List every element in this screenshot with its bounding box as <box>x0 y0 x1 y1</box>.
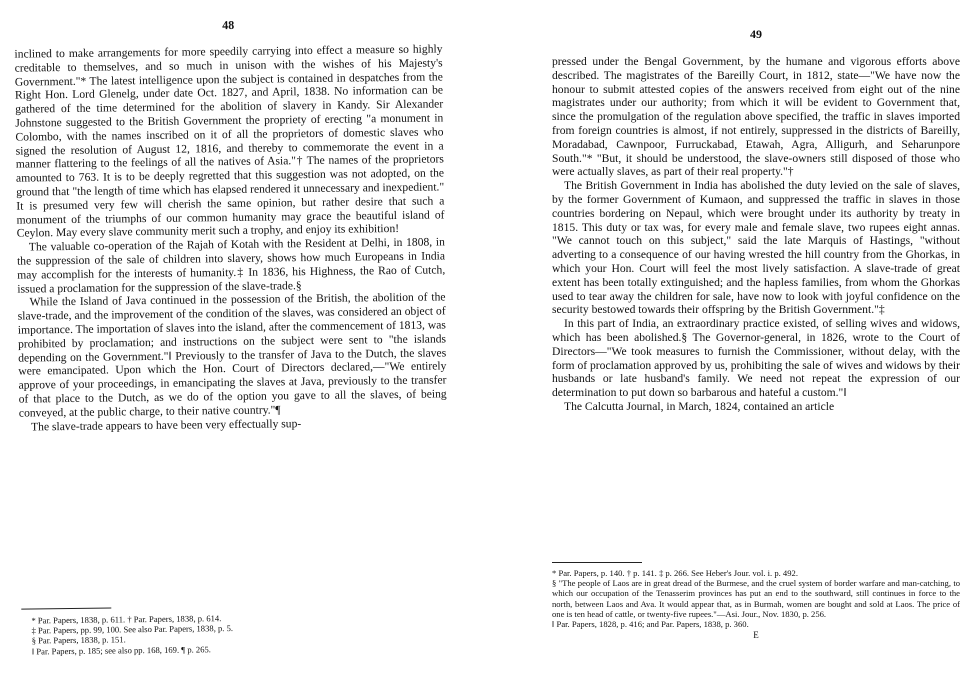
paragraph: The Calcutta Journal, in March, 1824, contained an article <box>564 399 835 413</box>
paragraph: In this part of India, an extraordinary practice existed, of selling wives and widows, which has been abolished.§ The Governor-general, in 1826, wrote to the Court of Directors—"We took measures to furnish the Commissioner, without delay, with the form of proclamation approved by us, prohibiting the sale of wives and widows by their husbands or late husband's family. We need not repeat the expression of our determination to put down so barbarous and hateful a custom."‖ <box>552 317 960 400</box>
footnote: ‖ Par. Papers, p. 185; see also pp. 168, 169. ¶ p. 265. <box>31 643 211 657</box>
page-number: 48 <box>222 17 235 33</box>
signature-mark: E <box>753 630 759 641</box>
footnotes <box>552 568 960 640</box>
footnote-divider <box>21 607 111 609</box>
footnote: ‡ Par. Papers, pp. 99, 100. See also Par. Papers, 1838, p. 5. <box>31 623 234 636</box>
right-page <box>552 0 960 678</box>
paragraph: The slave-trade appears to have been very effectually sup- <box>30 416 302 433</box>
footnote: § "The people of Laos are in great dread of the Burmese, and the cruel system of border warfare and man-catching, to which our occupation of the Tenasserim provinces has put an end to the southward, still continues in force to the north, between Laos and Ava. It would appear that, as in Burmah, women are bought and sold at Laos. The price of one is ten head of cattle, or twenty-five rupees."—Asi. Jour., Nov. 1830, p. 256. <box>552 578 960 619</box>
footnote: ‖ Par. Papers, 1828, p. 416; and Par. Papers, 1838, p. 360. <box>552 619 749 630</box>
page-body <box>14 42 447 434</box>
footnote: * Par. Papers, p. 140. † p. 141. ‡ p. 266. See Heber's Jour. vol. i. p. 492. <box>552 568 798 578</box>
page-number: 49 <box>750 27 762 41</box>
paragraph: pressed under the Bengal Government, by the humane and vigorous efforts above described. The magistrates of the Bareilly Court, in 1812, state—"We have now the honour to submit attested copies of the answers received from eight out of the nine magistrates under our authority; from which it will be evident to Government that, since the promulgation of the regulation above specified, the traffic in slaves imported from foreign countries is almost, if not entirely, suppressed in the districts of Bareilly, Moradabad, Cawnpoor, Furruckabad, Etawah, Agra, Alligurh, and Seharunpore South."* "But, it should be understood, the slave-owners still disposed of those who were actually slaves, as part of their real property."† <box>552 55 960 179</box>
page-body <box>552 55 960 414</box>
left-page <box>14 0 450 681</box>
paragraph: inclined to make arrangements for more speedily carrying into effect a measure so highly creditable to themselves, and so much in unison with the wishes of his Majesty's Government."* The latest intelligence upon the subject is contained in despatches from the Right Hon. Lord Glenelg, under date Oct. 1827, and April, 1838. No information can be gathered of the time determined for the abolition of slavery in Kandy. Sir Alexander Johnstone suggested to the British Government the propriety of erecting "a monument in Colombo, with the names inscribed on it of all the proprietors of domestic slaves who signed the resolution of August 12, 1816, and thereby to commemorate the event in a manner flattering to the feelings of all the natives of Asia."† The names of the proprietors amounted to 763. It is to be deeply regretted that this suggestion was not adopted, on the ground that "the length of time which has elapsed rendered it unnecessary and inexpedient." It is presumed very few will cherish the same opinion, but rather desire that such a monument of the triumphs of our common humanity may grace the beautiful island of Ceylon. May every slave community merit such a trophy, and enjoy its exhibition! <box>14 42 445 240</box>
paragraph: The valuable co-operation of the Rajah of Kotah with the Resident at Delhi, in 1808, in the suppression of the sale of children into slavery, shows how much Europeans in India may accomplish for the interests of humanity.‡ In 1836, his Highness, the Rao of Cutch, issued a proclamation for the suppression of the slave-trade.§ <box>16 235 446 296</box>
footnote-divider <box>552 562 642 563</box>
footnote: § Par. Papers, 1838, p. 151. <box>31 634 126 646</box>
paragraph: The British Government in India has abolished the duty levied on the sale of slaves, by the former Government of Kumaon, and suppressed the traffic in slaves in those countries bordering on Nepaul, which were brought under its authority by treaty in 1815. This duty or tax was, for every male and female slave, two rupees eight annas. "We cannot touch on this subject," said the late Marquis of Hastings, "without adverting to a consequence of our having wrested the hill country from the Ghorkas, in which your Hon. Court will feel the most lively satisfaction. A slave-trade of great extent has been totally extinguished; and the hapless families, from whom the Ghorkas used to tear away the children for sale, have now to look with joyful confidence on the security bestowed towards their offspring by the British Government."‡ <box>552 179 960 317</box>
paragraph: While the Island of Java continued in the possession of the British, the abolition of the slave-trade, and the improvement of the condition of the slaves, was considered an object of importance. The importation of slaves into the island, after the commencement of 1813, was prohibited by proclamation; and instructions on the subject were sent to "the islands depending on the Government."‖ Previously to the transfer of Java to the Dutch, the slaves were emancipated. Upon which the Hon. Court of Directors declared,—"We entirely approve of your proceedings, in emancipating the slaves at Java, previously to the transfer of that place to the Dutch, as we do of the option you gave to all the slaves, of being conveyed, at the public charge, to their native country."¶ <box>17 290 447 420</box>
footnotes <box>21 610 449 656</box>
footnote: * Par. Papers, 1838, p. 611. † Par. Papers, 1838, p. 614. <box>31 613 222 626</box>
